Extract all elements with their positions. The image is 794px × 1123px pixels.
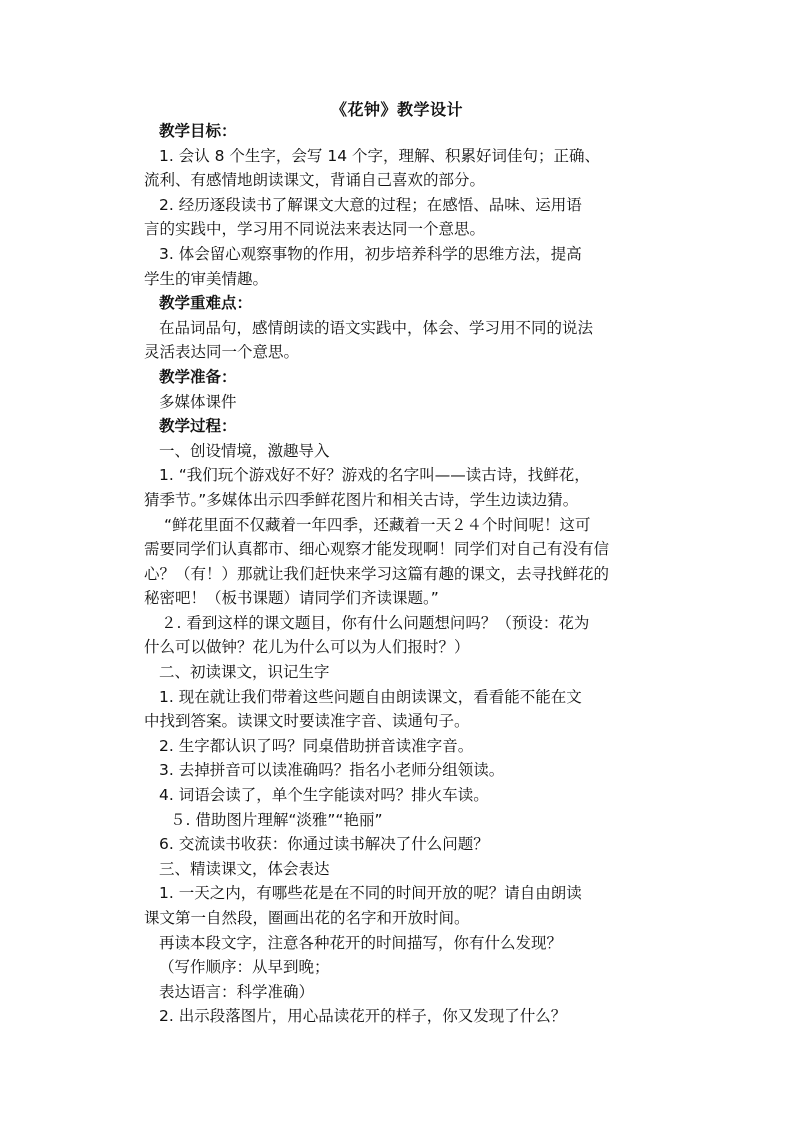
paragraph-line: 秘密吧！（板书课题）请同学们齐读课题。” xyxy=(144,589,439,608)
paragraph-line: 3. 体会留心观察事物的作用，初步培养科学的思维方法，提高 xyxy=(159,244,582,263)
paragraph-line: 在品词品句，感情朗读的语文实践中，体会、学习用不同的说法 xyxy=(159,318,594,337)
paragraph-line: 学生的审美情趣。 xyxy=(144,269,269,288)
paragraph-line: 流利、有感情地朗读课文，背诵自己喜欢的部分。 xyxy=(144,171,486,190)
paragraph-line: ５. 借助图片理解“淡雅”“艳丽” xyxy=(170,810,383,829)
paragraph-line: 再读本段文字，注意各种花开的时间描写，你有什么发现？ xyxy=(159,933,563,952)
paragraph-line: 灵活表达同一个意思。 xyxy=(144,343,300,362)
document-body xyxy=(144,119,654,1029)
paragraph-line: 一、创设情境，激趣导入 xyxy=(159,441,330,460)
paragraph-line: 2. 生字都认识了吗？同桌借助拼音读准字音。 xyxy=(159,736,474,755)
section-heading: 教学过程： xyxy=(159,417,237,436)
paragraph-line: 多媒体课件 xyxy=(159,392,237,411)
paragraph-line: 课文第一自然段，圈画出花的名字和开放时间。 xyxy=(144,909,470,927)
paragraph-line: 2. 经历逐段读书了解课文大意的过程；在感悟、品味、运用语 xyxy=(159,195,582,214)
paragraph-line: 6. 交流读书收获：你通过读书解决了什么问题？ xyxy=(159,835,489,854)
paragraph-line: 什么可以做钟？花儿为什么可以为人们报时？） xyxy=(144,638,470,657)
paragraph-line: 二、初读课文，识记生字 xyxy=(159,663,330,682)
section-heading: 教学重难点： xyxy=(159,294,253,313)
paragraph-line: 4. 词语会读了，单个生字能读对吗？排火车读。 xyxy=(159,786,489,805)
section-heading: 教学目标： xyxy=(159,122,237,140)
section-heading: 教学准备： xyxy=(159,367,237,386)
paragraph-line: （写作顺序：从早到晚； xyxy=(159,958,330,977)
paragraph-line: 猜季节。”多媒体出示四季鲜花图片和相关古诗，学生边读边猜。 xyxy=(144,490,579,509)
paragraph-line: 心？（有！）那就让我们赶快来学习这篇有趣的课文，去寻找鲜花的 xyxy=(144,564,610,583)
paragraph-line: 1. 一天之内，有哪些花是在不同的时间开放的呢？请自由朗读 xyxy=(159,884,582,903)
paragraph-line: 言的实践中，学习用不同说法来表达同一个意思。 xyxy=(144,220,486,239)
paragraph-line: 1. “我们玩个游戏好不好？游戏的名字叫——读古诗，找鲜花， xyxy=(159,466,590,485)
paragraph-line: 需要同学们认真都市、细心观察才能发现啊！同学们对自己有没有信 xyxy=(144,540,610,559)
paragraph-line: “鲜花里面不仅藏着一年四季，还藏着一天２４个时间呢！这可 xyxy=(164,515,591,534)
paragraph-line: 三、精读课文，体会表达 xyxy=(159,859,330,878)
paragraph-line: 中找到答案。读课文时要读准字音、读通句子。 xyxy=(144,712,470,731)
paragraph-line: 3. 去掉拼音可以读准确吗？指名小老师分组领读。 xyxy=(159,761,505,780)
paragraph-line: 2. 出示段落图片，用心品读花开的样子，你又发现了什么？ xyxy=(159,1007,567,1026)
paragraph-line: 1. 现在就让我们带着这些问题自由朗读课文，看看能不能在文 xyxy=(159,687,582,706)
paragraph-line: 表达语言：科学准确） xyxy=(159,982,315,1001)
paragraph-line: ２. 看到这样的课文题目，你有什么问题想问吗？（预设：花为 xyxy=(161,613,590,632)
document-title: 《花钟》教学设计 xyxy=(330,100,463,119)
paragraph-line: 1. 会认 8 个生字，会写 14 个字，理解、积累好词佳句；正确、 xyxy=(159,146,601,165)
